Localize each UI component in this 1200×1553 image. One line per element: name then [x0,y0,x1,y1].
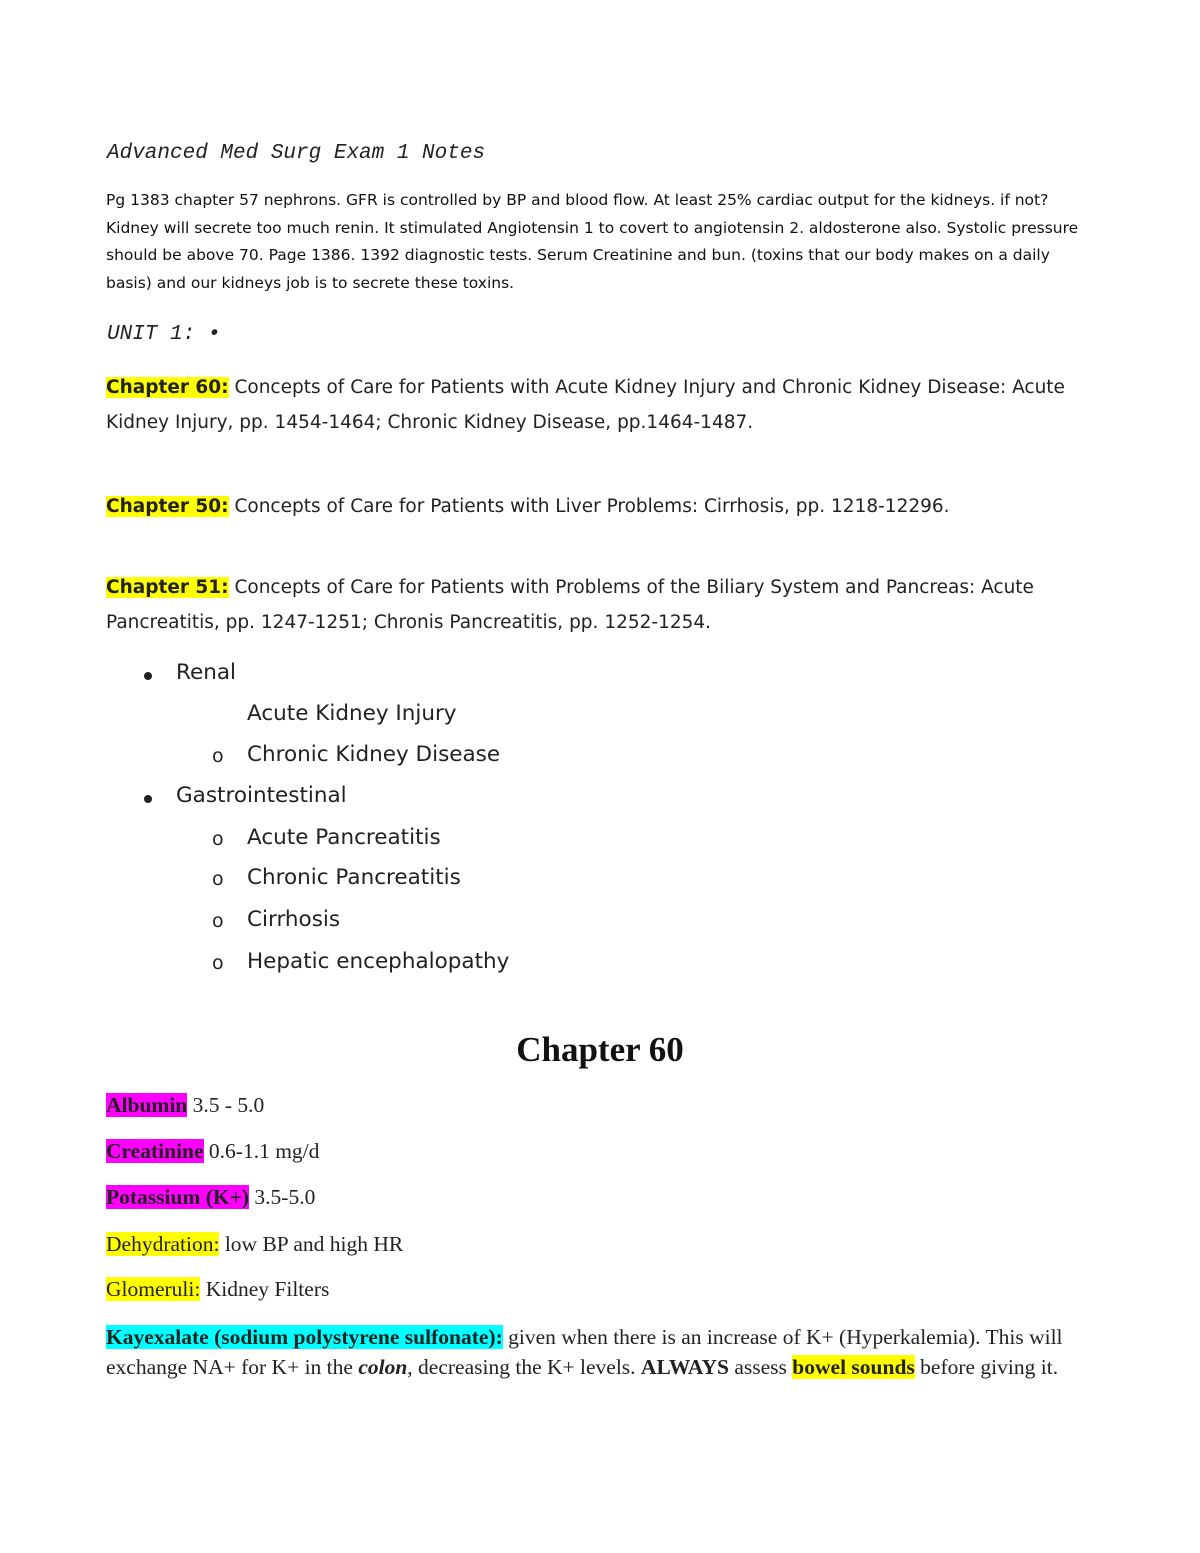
always-emphasis: ALWAYS [640,1355,729,1379]
chapter-label: Chapter 51: [106,577,229,598]
outline-subitem: Chronic Kidney Disease [247,742,501,767]
lab-term: Potassium (K+) [106,1185,250,1209]
lab-albumin [106,1093,264,1118]
unit-heading: UNIT 1: • [107,323,221,346]
outline-item-renal: Renal [176,660,236,685]
lab-term: Creatinine [106,1139,204,1163]
circle-bullet-icon: o [212,952,224,974]
outline-item-gastrointestinal: Gastrointestinal [176,783,347,808]
circle-bullet-icon: o [212,745,224,767]
note-text: given when there is an increase of K+ (Hyperkalemia). This will exchange NA+ for K+ in the [106,1325,1063,1379]
outline-subitem: Acute Kidney Injury [247,701,457,726]
chapter-label: Chapter 50: [106,496,229,517]
chapter-50-summary [106,489,1096,524]
lab-term: Albumin [106,1093,188,1117]
intro-paragraph: Pg 1383 chapter 57 nephrons. GFR is controlled by BP and blood flow. At least 25% cardiac output for the kidneys. if not? Kidney will secrete too much renin. It stimulated Angiotensin 1 to covert to angiotensin 2. aldosterone also. Systolic pressure should be above 70. Page 1386. 1392 diagnostic tests. Serum Creatinine and bun. (toxins that our body makes on a daily basis) and our kidneys job is to secrete these toxins. [106,191,1079,292]
bullet-icon [144,672,152,680]
chapter-60-summary [106,370,1096,440]
chapter-text: Concepts of Care for Patients with Acute Kidney Injury and Chronic Kidney Disease: Acute Kidney Injury, pp. 1454-1464; Chronic Kidney Disease, pp.1464-1487. [106,377,1065,433]
outline-subitem: Chronic Pancreatitis [247,865,461,890]
circle-bullet-icon: o [212,910,224,932]
bullet-icon [144,795,152,803]
note-text: assess [728,1355,793,1379]
chapter-text: Concepts of Care for Patients with Problems of the Biliary System and Pancreas: Acute Pancreatitis, pp. 1247-1251; Chronis Pancreatitis, pp. 1252-1254. [106,577,1034,633]
chapter-label: Chapter 60: [106,377,229,398]
def-term: Glomeruli: [106,1277,201,1301]
def-glomeruli [106,1277,329,1302]
lab-value: 3.5 - 5.0 [187,1093,265,1117]
lab-creatinine [106,1139,319,1164]
kayexalate-term: Kayexalate (sodium polystyrene sulfonate): [106,1325,503,1349]
outline-subitem: Hepatic encephalopathy [247,949,510,974]
lab-value: 0.6-1.1 mg/d [203,1139,320,1163]
colon-emphasis: colon [358,1355,408,1379]
lab-value: 3.5-5.0 [249,1185,316,1209]
def-value: Kidney Filters [200,1277,330,1301]
note-text: before giving it. [914,1355,1059,1379]
kayexalate-note [106,1322,1106,1382]
lab-potassium [106,1185,315,1210]
def-term: Dehydration: [106,1232,220,1256]
outline-subitem: Cirrhosis [247,907,341,932]
circle-bullet-icon: o [212,828,224,850]
outline-subitem: Acute Pancreatitis [247,825,441,850]
def-value: low BP and high HR [219,1232,404,1256]
chapter-51-summary [106,570,1096,640]
note-text: , decreasing the K+ levels. [407,1355,641,1379]
bowel-sounds-emphasis: bowel sounds [792,1355,915,1379]
circle-bullet-icon: o [212,868,224,890]
section-heading: Chapter 60 [516,1030,684,1069]
chapter-text: Concepts of Care for Patients with Liver Problems: Cirrhosis, pp. 1218-12296. [228,496,950,517]
def-dehydration [106,1232,403,1257]
document-title: Advanced Med Surg Exam 1 Notes [107,142,486,165]
